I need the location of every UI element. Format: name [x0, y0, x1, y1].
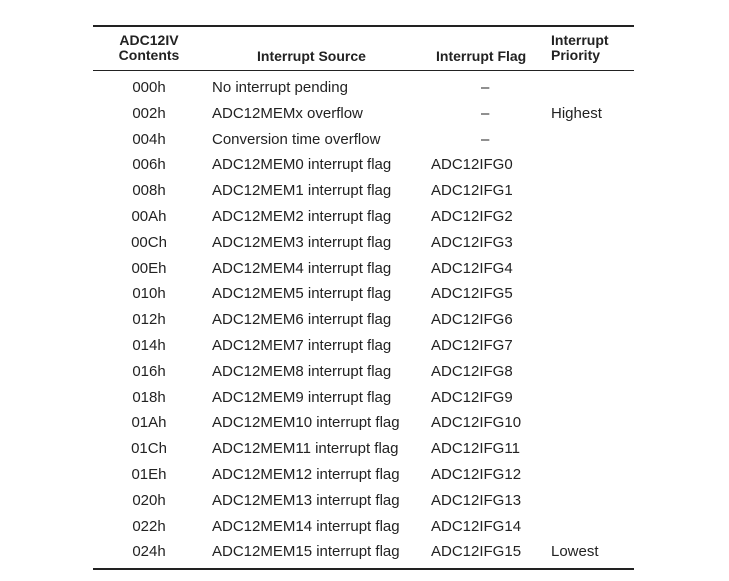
- cell-contents: 012h: [132, 311, 166, 329]
- cell-contents: 01Eh: [131, 465, 167, 483]
- interrupt-vector-table: [93, 25, 634, 570]
- cell-contents: 010h: [132, 285, 166, 303]
- header-flag: Interrupt Flag: [436, 48, 527, 64]
- cell-flag: ADC12IFG2: [431, 207, 513, 225]
- cell-flag: ADC12IFG15: [431, 543, 522, 561]
- cell-source: ADC12MEM3 interrupt flag: [212, 233, 392, 251]
- cell-contents: 016h: [132, 362, 166, 380]
- cell-source: ADC12MEM11 interrupt flag: [212, 440, 399, 458]
- table-header: [93, 27, 634, 70]
- table-row: [93, 539, 634, 565]
- table-row: [93, 410, 634, 436]
- header-source: Interrupt Source: [257, 48, 366, 64]
- cell-contents: 020h: [132, 491, 166, 509]
- cell-source: ADC12MEM13 interrupt flag: [212, 491, 400, 509]
- table-row: [93, 307, 634, 333]
- table-bottom-rule: [93, 568, 634, 570]
- table-row: [93, 101, 634, 127]
- table-row: [93, 230, 634, 256]
- header-priority-line1: Interrupt: [551, 32, 609, 48]
- cell-contents: 004h: [132, 130, 166, 148]
- cell-source: ADC12MEM7 interrupt flag: [212, 336, 392, 354]
- cell-source: ADC12MEM2 interrupt flag: [212, 207, 392, 225]
- table-row: [93, 385, 634, 411]
- cell-source: ADC12MEM0 interrupt flag: [212, 156, 392, 174]
- cell-source: ADC12MEM1 interrupt flag: [212, 182, 392, 200]
- cell-source: ADC12MEM4 interrupt flag: [212, 259, 392, 277]
- cell-flag: –: [481, 104, 490, 122]
- cell-contents: 01Ch: [131, 440, 167, 458]
- table-row: [93, 178, 634, 204]
- cell-contents: 006h: [132, 156, 166, 174]
- header-priority: [551, 33, 609, 63]
- cell-contents: 00Ch: [131, 233, 167, 251]
- cell-source: ADC12MEM12 interrupt flag: [212, 465, 400, 483]
- cell-contents: 008h: [132, 182, 166, 200]
- cell-source: ADC12MEM15 interrupt flag: [212, 543, 400, 561]
- table-row: [93, 514, 634, 540]
- cell-source: ADC12MEM6 interrupt flag: [212, 311, 392, 329]
- table-row: [93, 75, 634, 101]
- cell-flag: ADC12IFG10: [431, 414, 522, 432]
- table-row: [93, 256, 634, 282]
- table-body: [93, 71, 634, 568]
- cell-contents: 022h: [132, 517, 166, 535]
- cell-contents: 000h: [132, 79, 166, 96]
- table-row: [93, 152, 634, 178]
- cell-flag: ADC12IFG11: [431, 440, 520, 458]
- cell-flag: ADC12IFG7: [431, 336, 513, 354]
- cell-flag: ADC12IFG14: [431, 517, 522, 535]
- cell-contents: 00Eh: [131, 259, 167, 277]
- cell-source: Conversion time overflow: [212, 130, 381, 148]
- cell-flag: –: [481, 130, 490, 148]
- cell-contents: 018h: [132, 388, 166, 406]
- cell-flag: ADC12IFG4: [431, 259, 513, 277]
- cell-flag: ADC12IFG8: [431, 362, 513, 380]
- cell-contents: 01Ah: [131, 414, 167, 432]
- cell-flag: ADC12IFG5: [431, 285, 513, 303]
- header-contents-line1: ADC12IV: [119, 32, 179, 48]
- table-row: [93, 333, 634, 359]
- cell-flag: ADC12IFG0: [431, 156, 513, 174]
- cell-source: ADC12MEM14 interrupt flag: [212, 517, 400, 535]
- table-row: [93, 204, 634, 230]
- table-row: [93, 462, 634, 488]
- cell-source: ADC12MEM8 interrupt flag: [212, 362, 392, 380]
- table-row: [93, 436, 634, 462]
- cell-priority: Highest: [551, 104, 602, 122]
- table-row: [93, 127, 634, 153]
- cell-priority: Lowest: [551, 543, 599, 561]
- header-contents-line2: Contents: [118, 47, 180, 63]
- cell-flag: ADC12IFG9: [431, 388, 513, 406]
- cell-contents: 024h: [132, 543, 166, 561]
- cell-flag: –: [481, 79, 490, 96]
- header-priority-line2: Priority: [551, 47, 601, 63]
- cell-flag: ADC12IFG6: [431, 311, 513, 329]
- cell-flag: ADC12IFG12: [431, 465, 522, 483]
- cell-flag: ADC12IFG3: [431, 233, 513, 251]
- cell-source: ADC12MEM10 interrupt flag: [212, 414, 400, 432]
- cell-source: ADC12MEM9 interrupt flag: [212, 388, 392, 406]
- table-row: [93, 488, 634, 514]
- cell-flag: ADC12IFG13: [431, 491, 522, 509]
- cell-contents: 002h: [132, 104, 166, 122]
- cell-source: ADC12MEMx overflow: [212, 104, 363, 122]
- table-row: [93, 281, 634, 307]
- table-row: [93, 359, 634, 385]
- cell-source: ADC12MEM5 interrupt flag: [212, 285, 392, 303]
- cell-contents: 00Ah: [131, 207, 167, 225]
- header-contents: [100, 33, 198, 63]
- cell-contents: 014h: [132, 336, 166, 354]
- cell-source: No interrupt pending: [212, 79, 348, 96]
- cell-flag: ADC12IFG1: [431, 182, 513, 200]
